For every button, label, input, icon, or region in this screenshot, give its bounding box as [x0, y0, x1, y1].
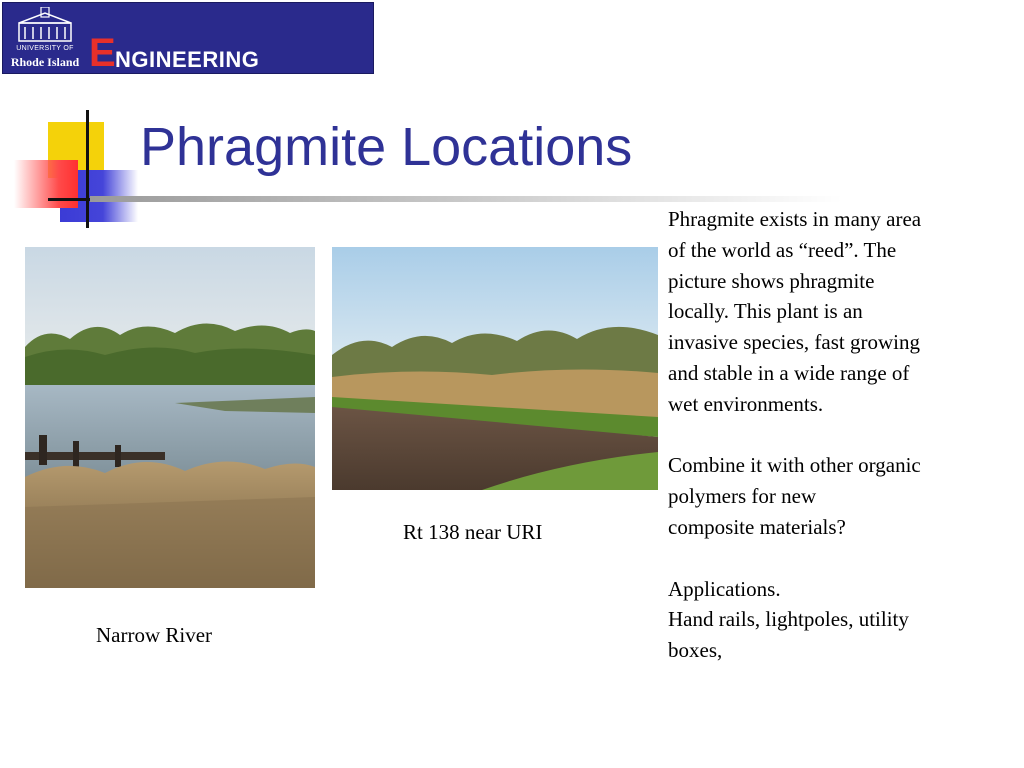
body-line: invasive species, fast growing [668, 330, 920, 355]
university-logo-banner [2, 2, 374, 74]
body-line: locally. This plant is an [668, 299, 863, 324]
rt138-photo [332, 247, 658, 490]
title-underline [90, 196, 842, 202]
body-line: picture shows phragmite [668, 268, 875, 293]
logo-engineering-text: NGINEERING [115, 47, 260, 72]
logo-rhode-island: Rhode Island [10, 55, 80, 69]
decor-vertical-line [86, 110, 89, 228]
body-line: Phragmite exists in many area [668, 207, 922, 231]
body-text [668, 204, 1008, 666]
uri-logo [9, 7, 81, 71]
body-line: and stable in a wide range of [668, 360, 910, 385]
body-line: boxes, [668, 638, 723, 663]
photo2-caption: Rt 138 near URI [403, 520, 543, 544]
body-line: Combine it with other organic [668, 453, 921, 478]
paragraph-gap [668, 543, 1008, 574]
body-line: composite materials? [668, 514, 846, 539]
body-line: wet environments. [668, 391, 824, 416]
body-line: Hand rails, lightpoles, utility [668, 607, 909, 632]
slide-title: Phragmite Locations [140, 117, 633, 177]
photo1-caption: Narrow River [96, 623, 213, 647]
building-icon [15, 7, 75, 43]
paragraph-gap [668, 420, 1008, 451]
narrow-river-photo [25, 247, 315, 588]
logo-university-of: UNIVERSITY OF [16, 45, 74, 52]
body-line: of the world as “reed”. The [668, 237, 897, 262]
body-line: polymers for new [668, 484, 817, 509]
body-line: Applications. [668, 576, 781, 601]
logo-engineering-initial: E [89, 31, 116, 75]
